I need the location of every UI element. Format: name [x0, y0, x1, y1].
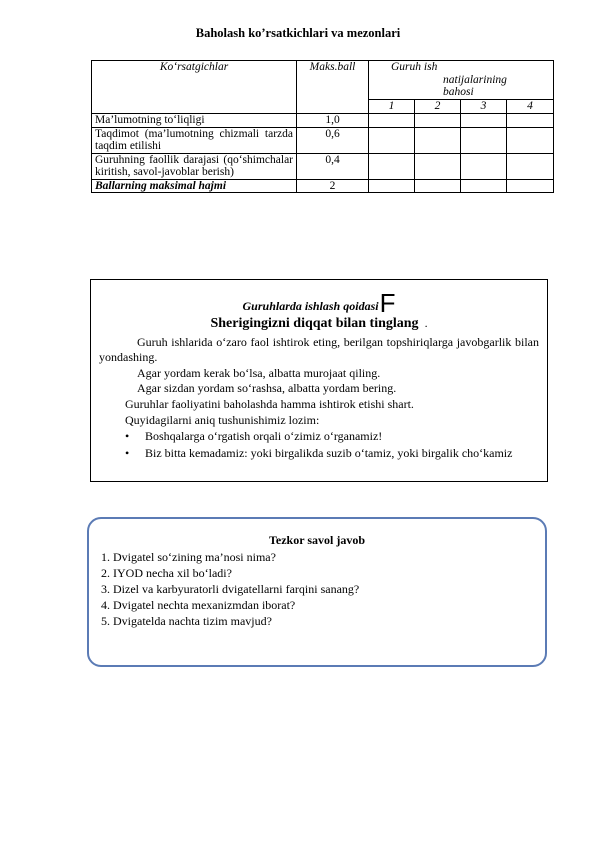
- total-label: Ballarning maksimal hajmi: [92, 179, 297, 193]
- score-cell[interactable]: [369, 179, 415, 193]
- rules-line: Agar sizdan yordam so‘rashsa, albatta yordam bering.: [137, 381, 397, 395]
- table-total-row: [92, 179, 554, 193]
- group-header-line3: bahosi: [443, 86, 474, 98]
- rules-subtitle-text: Sherigingizni diqqat bilan tinglang: [210, 316, 419, 331]
- quick-questions-box: [87, 517, 547, 667]
- quick-questions-title: Tezkor savol javob: [268, 533, 365, 547]
- rules-line: Quyidagilarni aniq tushunishimiz lozim:: [125, 413, 320, 427]
- table-header-row: [92, 61, 554, 100]
- score-cell[interactable]: [507, 127, 554, 153]
- header-group-results: [369, 61, 554, 100]
- score-cell[interactable]: [415, 114, 461, 128]
- rules-paragraph: Guruh ishlarida o‘zaro faol ishtirok eting, berilgan topshiriqlarga javobgarlik bilan yondashing.: [99, 335, 539, 364]
- rules-line: Guruhlar faoliyatini baholashda hamma ishtirok etishi shart.: [125, 397, 414, 411]
- score-cell[interactable]: [369, 114, 415, 128]
- bullet-icon: •: [125, 429, 130, 443]
- row-max: 1,0: [297, 114, 369, 128]
- header-indicators: Ko‘rsatgichlar: [92, 61, 297, 114]
- table-row: [92, 114, 554, 128]
- group-header-line2: natijalarining: [443, 73, 507, 86]
- total-max: 2: [297, 179, 369, 193]
- table-row: [92, 127, 554, 153]
- group-col-2: 2: [415, 100, 461, 114]
- score-cell[interactable]: [507, 179, 554, 193]
- score-cell[interactable]: [415, 127, 461, 153]
- group-col-4: 4: [507, 100, 554, 114]
- bullet-icon: •: [125, 446, 130, 460]
- bullet-text: Boshqalarga o‘rgatish orqali o‘zimiz o‘rganamiz!: [145, 429, 383, 443]
- score-cell[interactable]: [507, 114, 554, 128]
- group-header-line1: Guruh ish: [391, 61, 438, 73]
- list-item: 5. Dvigatelda nachta tizim mavjud?: [101, 614, 272, 628]
- rules-title: [91, 288, 547, 319]
- rules-title-suffix: F: [379, 288, 396, 318]
- score-cell[interactable]: [369, 127, 415, 153]
- rules-line: Agar yordam kerak bo‘lsa, albatta murojaat qiling.: [137, 366, 381, 380]
- list-item: [99, 446, 539, 461]
- list-item: 3. Dizel va karbyuratorli dvigatellarni farqini sanang?: [101, 582, 360, 596]
- row-label: Taqdimot (ma’lumotning chizmali tarzda taqdim etilishi: [92, 127, 297, 153]
- score-cell[interactable]: [461, 179, 507, 193]
- group-rules-box: [90, 279, 548, 482]
- score-cell[interactable]: [461, 114, 507, 128]
- rules-bullet-list: [99, 429, 539, 461]
- row-label: Ma’lumotning to‘liqligi: [92, 114, 297, 128]
- list-item: 4. Dvigatel nechta mexanizmdan iborat?: [101, 598, 296, 612]
- score-cell[interactable]: [461, 127, 507, 153]
- score-cell[interactable]: [507, 153, 554, 179]
- row-label: Guruhning faollik darajasi (qo‘shimchalar kiritish, savol-javoblar berish): [92, 153, 297, 179]
- list-item: 2. IYOD necha xil bo‘ladi?: [101, 566, 232, 580]
- score-cell[interactable]: [415, 179, 461, 193]
- bullet-text: Biz bitta kemadamiz: yoki birgalikda suzib o‘tamiz, yoki birgalik cho‘kamiz: [145, 446, 513, 460]
- row-max: 0,4: [297, 153, 369, 179]
- evaluation-table: [91, 60, 554, 193]
- score-cell[interactable]: [461, 153, 507, 179]
- rules-title-text: Guruhlarda ishlash qoidasi: [242, 299, 379, 313]
- list-item: [99, 429, 539, 444]
- list-item: 1. Dvigatel so‘zining ma’nosi nima?: [101, 550, 276, 564]
- score-cell[interactable]: [369, 153, 415, 179]
- score-cell[interactable]: [415, 153, 461, 179]
- questions-list: [101, 549, 359, 629]
- rules-subtitle-dot: .: [424, 316, 428, 330]
- row-max: 0,6: [297, 127, 369, 153]
- group-col-1: 1: [369, 100, 415, 114]
- table-row: [92, 153, 554, 179]
- group-col-3: 3: [461, 100, 507, 114]
- rules-subtitle: [91, 316, 547, 332]
- header-max-ball: Maks.ball: [297, 61, 369, 114]
- document-title: Baholash ko’rsatkichlari va mezonlari: [195, 26, 401, 40]
